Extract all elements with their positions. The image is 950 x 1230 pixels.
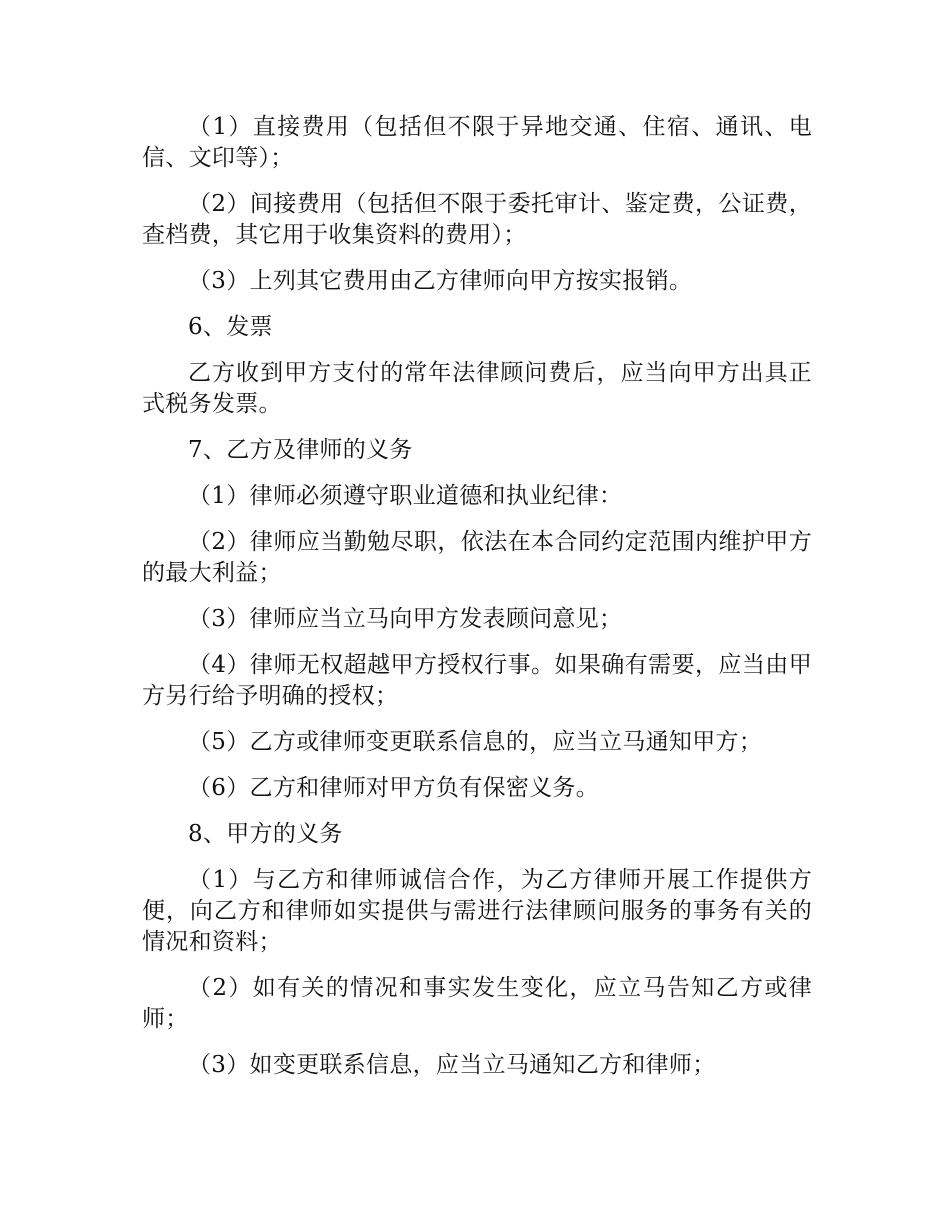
section-heading-invoice: 6、发票 bbox=[188, 314, 273, 340]
paragraph-direct-costs: （1）直接费用（包括但不限于异地交通、住宿、通讯、电信、文印等）； bbox=[142, 114, 812, 171]
paragraph-b-obligation-2: （2）律师应当勤勉尽职，依法在本合同约定范围内维护甲方的最大利益； bbox=[142, 529, 812, 586]
paragraph-b-obligation-1: （1）律师必须遵守职业道德和执业纪律： bbox=[188, 483, 623, 509]
paragraph-b-obligation-6: （6）乙方和律师对甲方负有保密义务。 bbox=[188, 775, 600, 801]
section-heading-party-b-obligations: 7、乙方及律师的义务 bbox=[188, 437, 413, 463]
paragraph-other-costs: （3）上列其它费用由乙方律师向甲方按实报销。 bbox=[188, 268, 693, 294]
paragraph-a-obligation-1: （1）与乙方和律师诚信合作，为乙方律师开展工作提供方便，向乙方和律师如实提供与需进行法律顾问服务的事务有关的情况和资料； bbox=[142, 867, 812, 955]
paragraph-b-obligation-4: （4）律师无权超越甲方授权行事。如果确有需要，应当由甲方另行给予明确的授权； bbox=[142, 652, 812, 709]
paragraph-b-obligation-3: （3）律师应当立马向甲方发表顾问意见； bbox=[188, 606, 623, 632]
paragraph-invoice: 乙方收到甲方支付的常年法律顾问费后，应当向甲方出具正式税务发票。 bbox=[142, 360, 812, 417]
paragraph-a-obligation-2: （2）如有关的情况和事实发生变化，应立马告知乙方或律师； bbox=[142, 975, 812, 1032]
document-page bbox=[142, 112, 812, 1081]
paragraph-b-obligation-5: （5）乙方或律师变更联系信息的，应当立马通知甲方； bbox=[188, 729, 763, 755]
paragraph-a-obligation-3: （3）如变更联系信息，应当立马通知乙方和律师； bbox=[188, 1052, 716, 1078]
section-heading-party-a-obligations: 8、甲方的义务 bbox=[188, 821, 343, 847]
paragraph-indirect-costs: （2）间接费用（包括但不限于委托审计、鉴定费，公证费，查档费，其它用于收集资料的费用）； bbox=[142, 191, 812, 248]
